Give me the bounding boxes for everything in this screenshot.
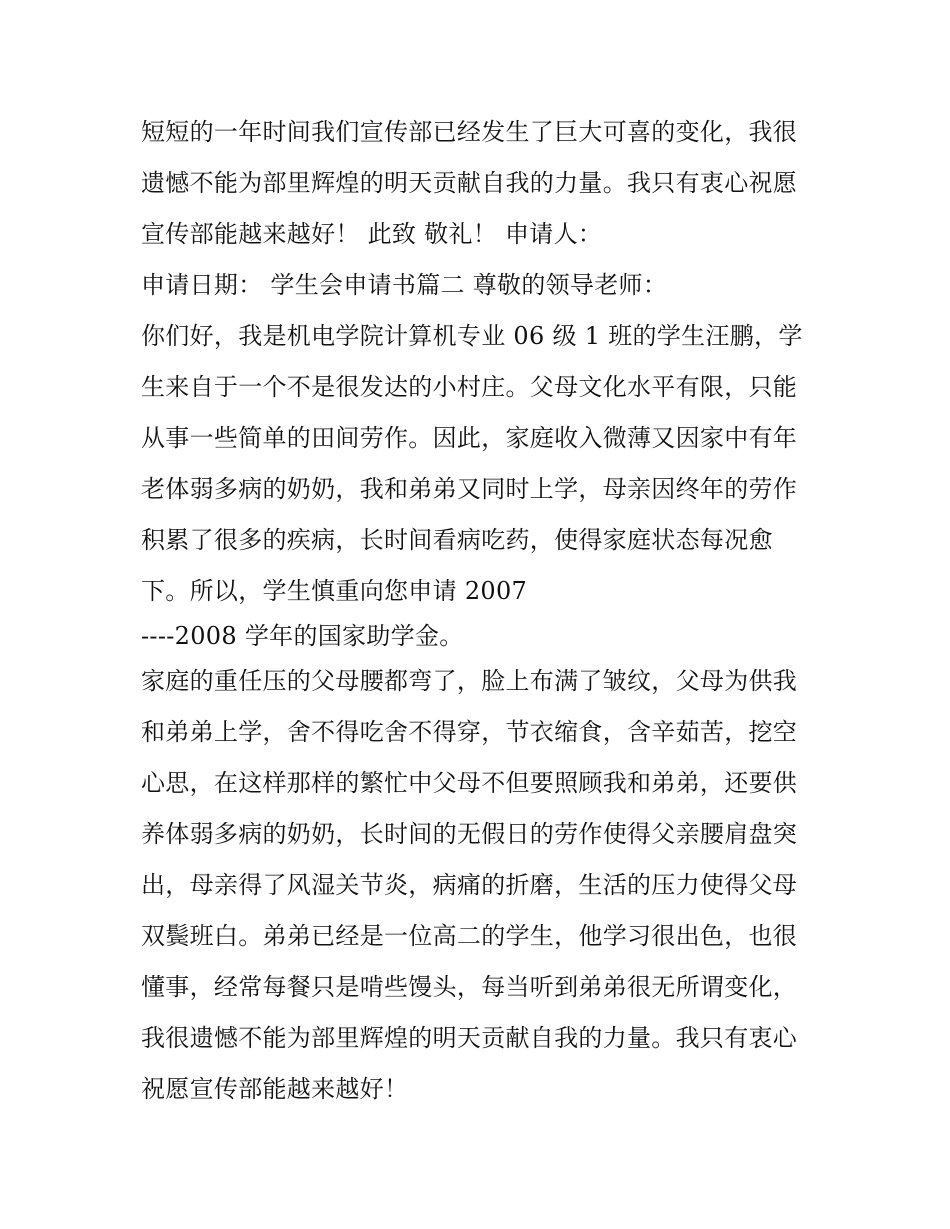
text-line: 双鬓班白。弟弟已经是一位高二的学生，他学习很出色，也很 [141,922,798,950]
text-line: 老体弱多病的奶奶，我和弟弟又同时上学，母亲因终年的劳作 [141,475,798,503]
text-line: 申请日期： 学生会申请书篇二 尊敬的领导老师： [141,271,668,299]
text-line: 懂事，经常每餐只是啃些馒头，每当听到弟弟很无所谓变化， [141,973,798,1001]
text-line: 养体弱多病的奶奶，长时间的无假日的劳作使得父亲腰肩盘突 [141,820,798,848]
text-line: ----2008 学年的国家助学金。 [141,622,464,650]
text-line: 我很遗憾不能为部里辉煌的明天贡献自我的力量。我只有衷心 [141,1024,798,1052]
text-line: 积累了很多的疾病，长时间看病吃药，使得家庭状态每况愈 [141,526,773,554]
text-line: 和弟弟上学，舍不得吃舍不得穿，节衣缩食，含辛茹苦，挖空 [141,718,798,746]
text-line: 宣传部能越来越好！ 此致 敬礼！ 申请人： [141,220,603,248]
text-line: 从事一些简单的田间劳作。因此，家庭收入微薄又因家中有年 [141,424,798,452]
text-line: 心思，在这样那样的繁忙中父母不但要照顾我和弟弟，还要供 [141,769,798,797]
text-line: 家庭的重任压的父母腰都弯了，脸上布满了皱纹，父母为供我 [141,667,798,695]
text-line: 你们好，我是机电学院计算机专业 06 级 1 班的学生汪鹏，学 [141,322,803,350]
document-body [141,110,831,1118]
text-line: 遗憾不能为部里辉煌的明天贡献自我的力量。我只有衷心祝愿 [141,169,798,197]
text-line: 祝愿宣传部能越来越好！ [141,1075,409,1103]
text-line: 下。所以，学生慎重向您申请 2007 [141,577,528,605]
text-line: 生来自于一个不是很发达的小村庄。父母文化水平有限，只能 [141,373,798,401]
text-line: 短短的一年时间我们宣传部已经发生了巨大可喜的变化，我很 [141,118,798,146]
text-line: 出，母亲得了风湿关节炎，病痛的折磨，生活的压力使得父母 [141,871,798,899]
